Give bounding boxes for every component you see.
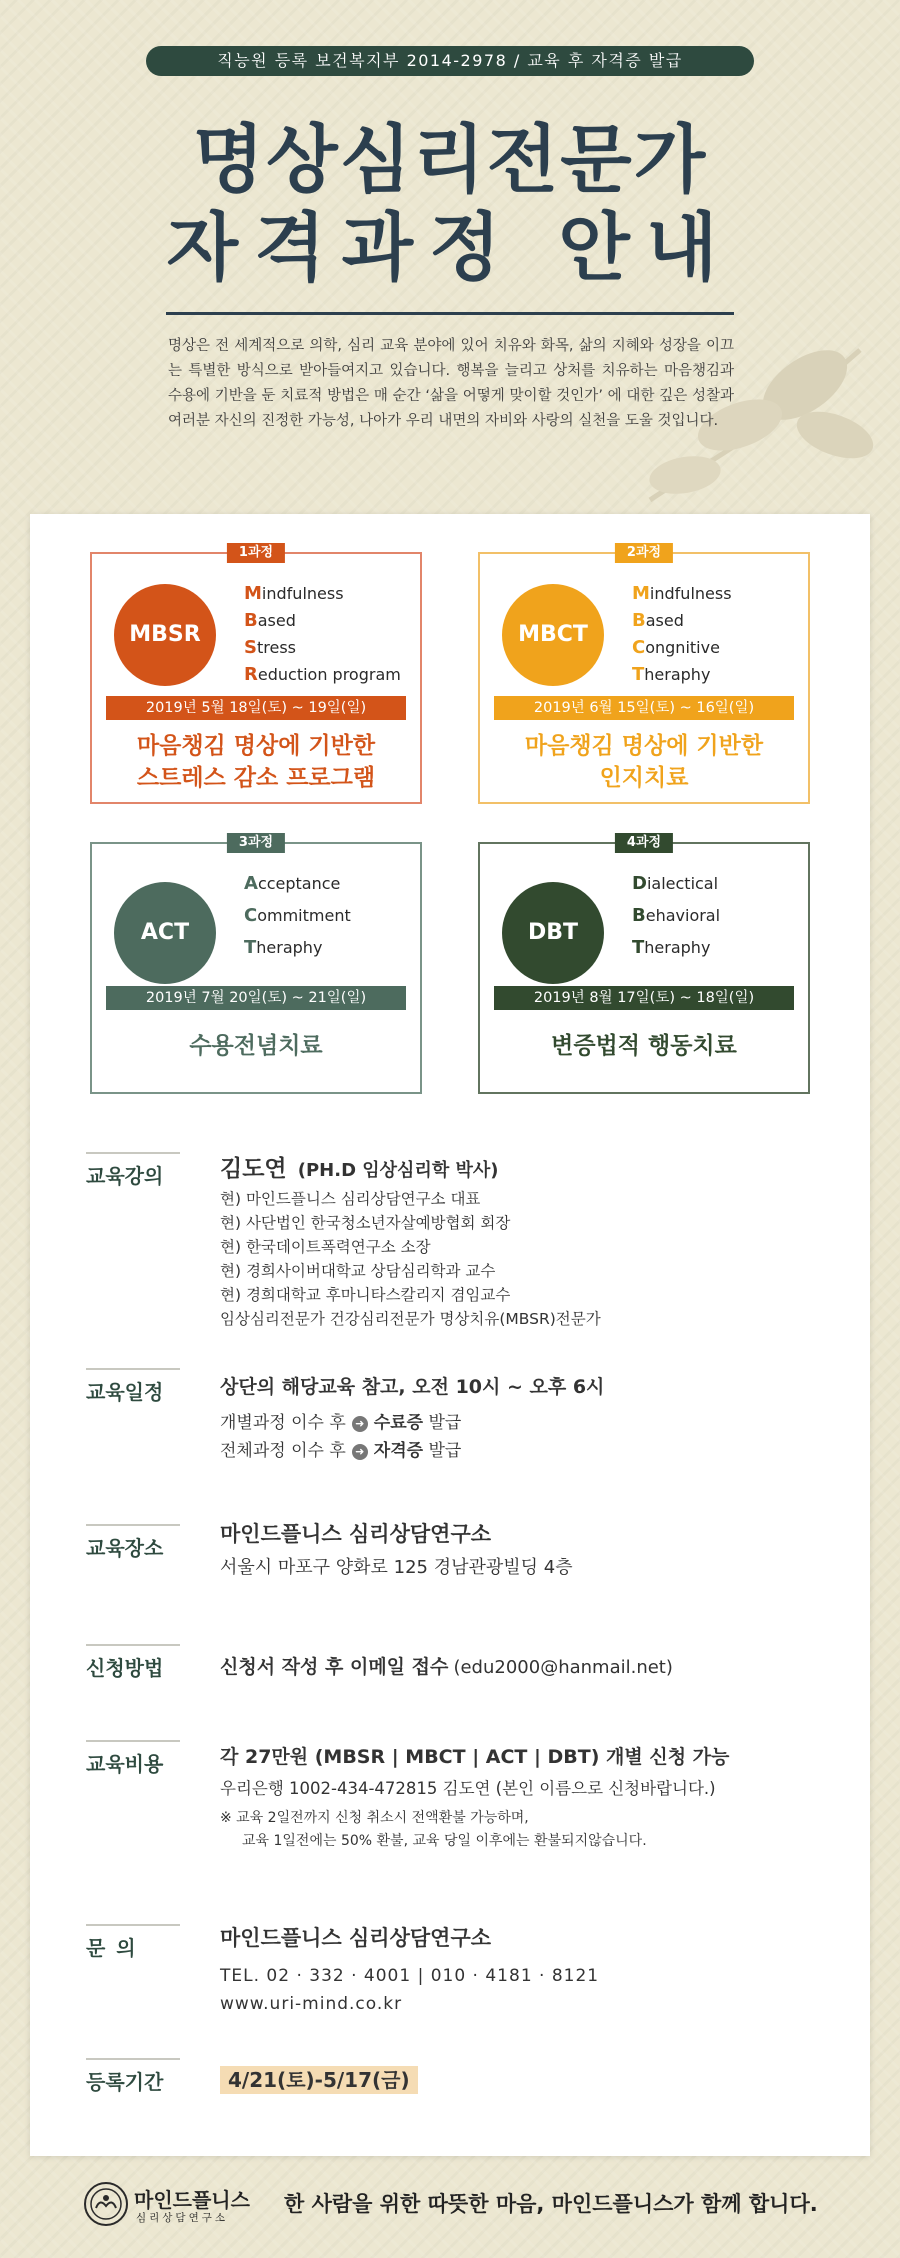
course-tag: 2과정 — [615, 543, 673, 563]
course-acronym: Mindfulness Based Stress Reduction program — [244, 583, 401, 685]
lecture-label: 교육강의 — [86, 1152, 180, 1189]
place-label: 교육장소 — [86, 1524, 180, 1561]
registration-badge: 직능원 등록 보건복지부 2014-2978 / 교육 후 자격증 발급 — [146, 46, 754, 76]
register-label: 등록기간 — [86, 2058, 180, 2095]
course-code-badge: MBSR — [114, 584, 216, 686]
apply-email-link[interactable]: (edu2000@hanmail.net) — [453, 1657, 673, 1678]
lecturer-name: 김도연 — [220, 1156, 287, 1182]
course-acronym: Mindfulness Based Congnitive Theraphy — [632, 583, 732, 685]
lecturer-title: (PH.D 임상심리학 박사) — [297, 1160, 499, 1181]
place-address: 서울시 마포구 양화로 125 경남관광빌딩 4층 — [220, 1557, 573, 1578]
content-card — [30, 514, 870, 2156]
course-acronym: Acceptance Commitment Theraphy — [244, 873, 351, 958]
course-tag: 1과정 — [227, 543, 285, 563]
course-date: 2019년 6월 15일(토) ~ 16일(일) — [494, 696, 794, 720]
logo-name: 마인드플니스 — [134, 2188, 250, 2212]
fee-amount: 각 27만원 (MBSR | MBCT | ACT | DBT) 개별 신청 가능 — [220, 1746, 730, 1768]
course-tag: 3과정 — [227, 833, 285, 853]
logo-subtitle: 심리상담연구소 — [136, 2212, 229, 2224]
apply-method: 신청서 작성 후 이메일 접수 — [220, 1656, 449, 1678]
course-card-mbct — [478, 545, 810, 804]
footer — [0, 2168, 900, 2238]
lecture-info — [220, 1150, 860, 1331]
lecturer-career: 현) 한국데이트폭력연구소 소장 — [220, 1238, 431, 1256]
fee-refund-note: ※ 교육 2일전까지 신청 취소시 전액환불 가능하며, — [220, 1810, 529, 1826]
course-tag: 4과정 — [615, 833, 673, 853]
fee-account: 우리은행 1002-434-472815 김도연 (본인 이름으로 신청바랍니다.) — [220, 1779, 716, 1798]
contact-org: 마인드플니스 심리상담연구소 — [220, 1926, 492, 1950]
lecturer-career: 현) 마인드플니스 심리상담연구소 대표 — [220, 1190, 481, 1208]
course-code-badge: ACT — [114, 882, 216, 984]
course-description: 마음챙김 명상에 기반한 스트레스 감소 프로그램 — [136, 733, 376, 791]
course-card-dbt — [478, 835, 810, 1094]
page-title-line2: 자격과정 안내 — [166, 205, 734, 291]
lecturer-career: 현) 경희대학교 후마니타스칼리지 겸임교수 — [220, 1286, 511, 1304]
apply-label: 신청방법 — [86, 1644, 180, 1681]
schedule-label: 교육일정 — [86, 1368, 180, 1405]
course-date: 2019년 7월 20일(토) ~ 21일(일) — [106, 986, 406, 1010]
course-description: 변증법적 행동치료 — [551, 1033, 737, 1059]
lecturer-career: 임상심리전문가 건강심리전문가 명상치유(MBSR)전문가 — [220, 1310, 601, 1328]
page-title-line1: 명상심리전문가 — [192, 117, 708, 203]
course-card-act — [90, 835, 422, 1094]
lecturer-career: 현) 사단법인 한국청소년자살예방협회 회장 — [220, 1214, 511, 1232]
place-name: 마인드플니스 심리상담연구소 — [220, 1522, 492, 1546]
contact-info — [220, 1922, 860, 2018]
course-description: 수용전념치료 — [189, 1033, 323, 1059]
fee-label: 교육비용 — [86, 1740, 180, 1777]
schedule-time: 상단의 해당교육 참고, 오전 10시 ~ 오후 6시 — [220, 1376, 605, 1398]
course-date: 2019년 8월 17일(토) ~ 18일(일) — [494, 986, 794, 1010]
intro-paragraph: 명상은 전 세계적으로 의학, 심리 교육 분야에 있어 치유와 화목, 삶의 지혜와 성장을 이끄는 특별한 방식으로 받아들여지고 있습니다. 행복을 늘리고 상처를 치유하는 마음챙김과 수용에 기반을 둔 치료적 방법은 매 순간 ‘삶을 어떻게 맞이할 것인가’ 에 대한 깊은 성찰과 여러분 자신의 진정한 가능성, 나아가 우리 내면의 자비와 사랑의 실천을 도울 것입니다. — [168, 338, 734, 429]
course-acronym: Dialectical Behavioral Theraphy — [632, 873, 721, 958]
course-card-mbsr — [90, 545, 422, 804]
course-date: 2019년 5월 18일(토) ~ 19일(일) — [106, 696, 406, 720]
course-code-badge: MBCT — [502, 584, 604, 686]
arrow-right-icon: ➜ — [352, 1444, 368, 1460]
footer-slogan: 한 사람을 위한 따뜻한 마음, 마인드플니스가 함께 합니다. — [284, 2192, 818, 2216]
schedule-info — [220, 1372, 860, 1465]
course-code-badge: DBT — [502, 882, 604, 984]
fee-refund-note: 교육 1일전에는 50% 환불, 교육 당일 이후에는 환불되지않습니다. — [242, 1833, 647, 1849]
fee-info — [220, 1742, 860, 1853]
course-description: 마음챙김 명상에 기반한 인지치료 — [524, 733, 764, 791]
schedule-certificate-line: 개별과정 이수 후 ➜ 수료증 발급 — [220, 1413, 462, 1433]
register-info — [220, 2064, 860, 2093]
place-info — [220, 1518, 860, 1580]
register-period: 4/21(토)-5/17(금) — [220, 2066, 418, 2094]
schedule-license-line: 전체과정 이수 후 ➜ 자격증 발급 — [220, 1441, 462, 1461]
logo-icon — [84, 2182, 128, 2226]
arrow-right-icon: ➜ — [352, 1416, 368, 1432]
contact-label: 문 의 — [86, 1924, 180, 1961]
lecturer-career: 현) 경희사이버대학교 상담심리학과 교수 — [220, 1262, 496, 1280]
apply-info — [220, 1652, 860, 1679]
contact-website-link[interactable]: www.uri-mind.co.kr — [220, 1994, 403, 2014]
contact-phone[interactable]: TEL. 02 · 332 · 4001 | 010 · 4181 · 8121 — [220, 1966, 600, 1986]
